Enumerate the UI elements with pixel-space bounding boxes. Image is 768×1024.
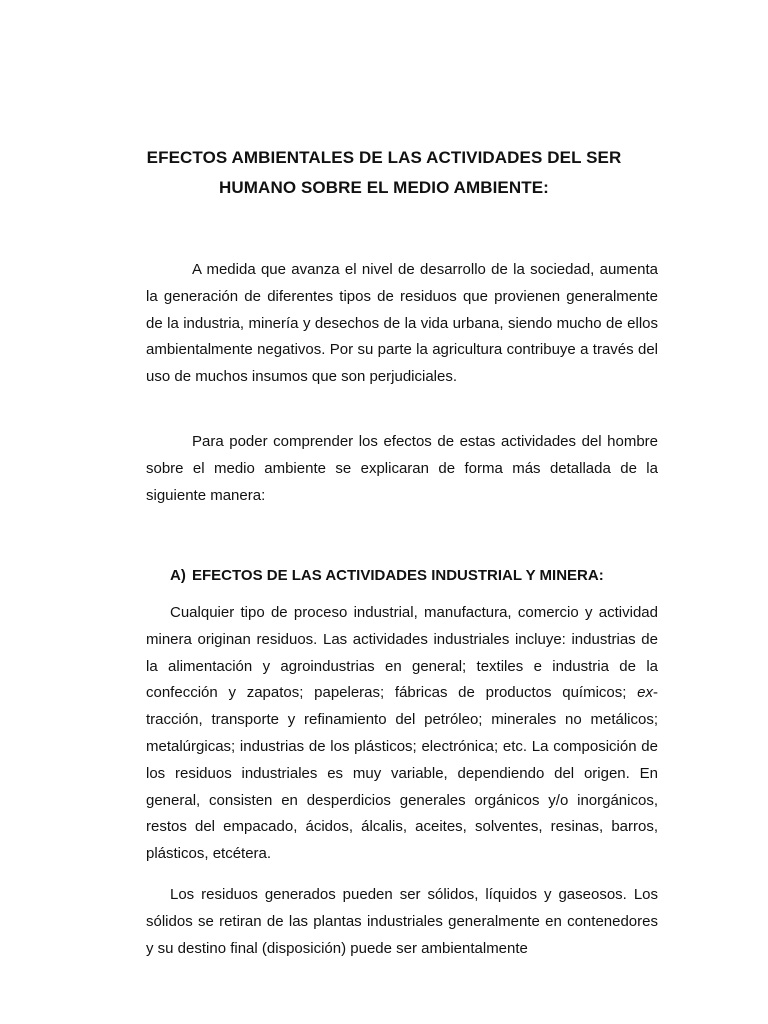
section-a-paragraph-1 [146,600,658,868]
section-a-paragraph-2: Los residuos generados pueden ser sólidos, líquidos y gaseosos. Los sólidos se retiran de las plantas industriales generalmente en contenedores y su destino final (disposición) puede ser ambientalmente [146,886,658,957]
section-a-marker: A) [170,567,186,584]
document-title: EFECTOS AMBIENTALES DE LAS ACTIVIDADES DEL SER HUMANO SOBRE EL MEDIO AMBIENTE: [146,148,622,197]
section-a-heading-text: EFECTOS DE LAS ACTIVIDADES INDUSTRIAL Y MINERA: [192,567,604,584]
section-a-paragraph-1-text: Cualquier tipo de proceso industrial, manufactura, comercio y actividad minera originan residuos. Las actividades industriales incluye: industrias de la alimentación y agroindustrias en general; textiles e industria de la confección y zapatos; papeleras; fábricas de productos químicos; [146,604,658,702]
section-a-paragraph-1-italic: ex [637,684,653,702]
intro-paragraph-2: Para poder comprender los efectos de estas actividades del hombre sobre el medio ambiente se explicaran de forma más detallada de la siguiente manera: [146,433,658,504]
section-a-heading [170,564,604,588]
section-a-paragraph-1-rest: -tracción, transporte y refinamiento del petróleo; minerales no metálicos; metalúrgicas; industrias de los plásticos; electrónica; etc. La composición de los residuos industriales es muy variable, dependiendo del origen. En general, consisten en desperdicios generales orgánicos y/o inorgánicos, restos del empacado, ácidos, álcalis, aceites, solventes, resinas, barros, plásticos, etcétera. [146,684,658,863]
intro-paragraph-1: A medida que avanza el nivel de desarrollo de la sociedad, aumenta la generación de diferentes tipos de residuos que provienen generalmente de la industria, minería y desechos de la vida urbana, siendo mucho de ellos ambientalmente negativos. Por su parte la agricultura contribuye a través del uso de muchos insumos que son perjudiciales. [146,261,658,386]
